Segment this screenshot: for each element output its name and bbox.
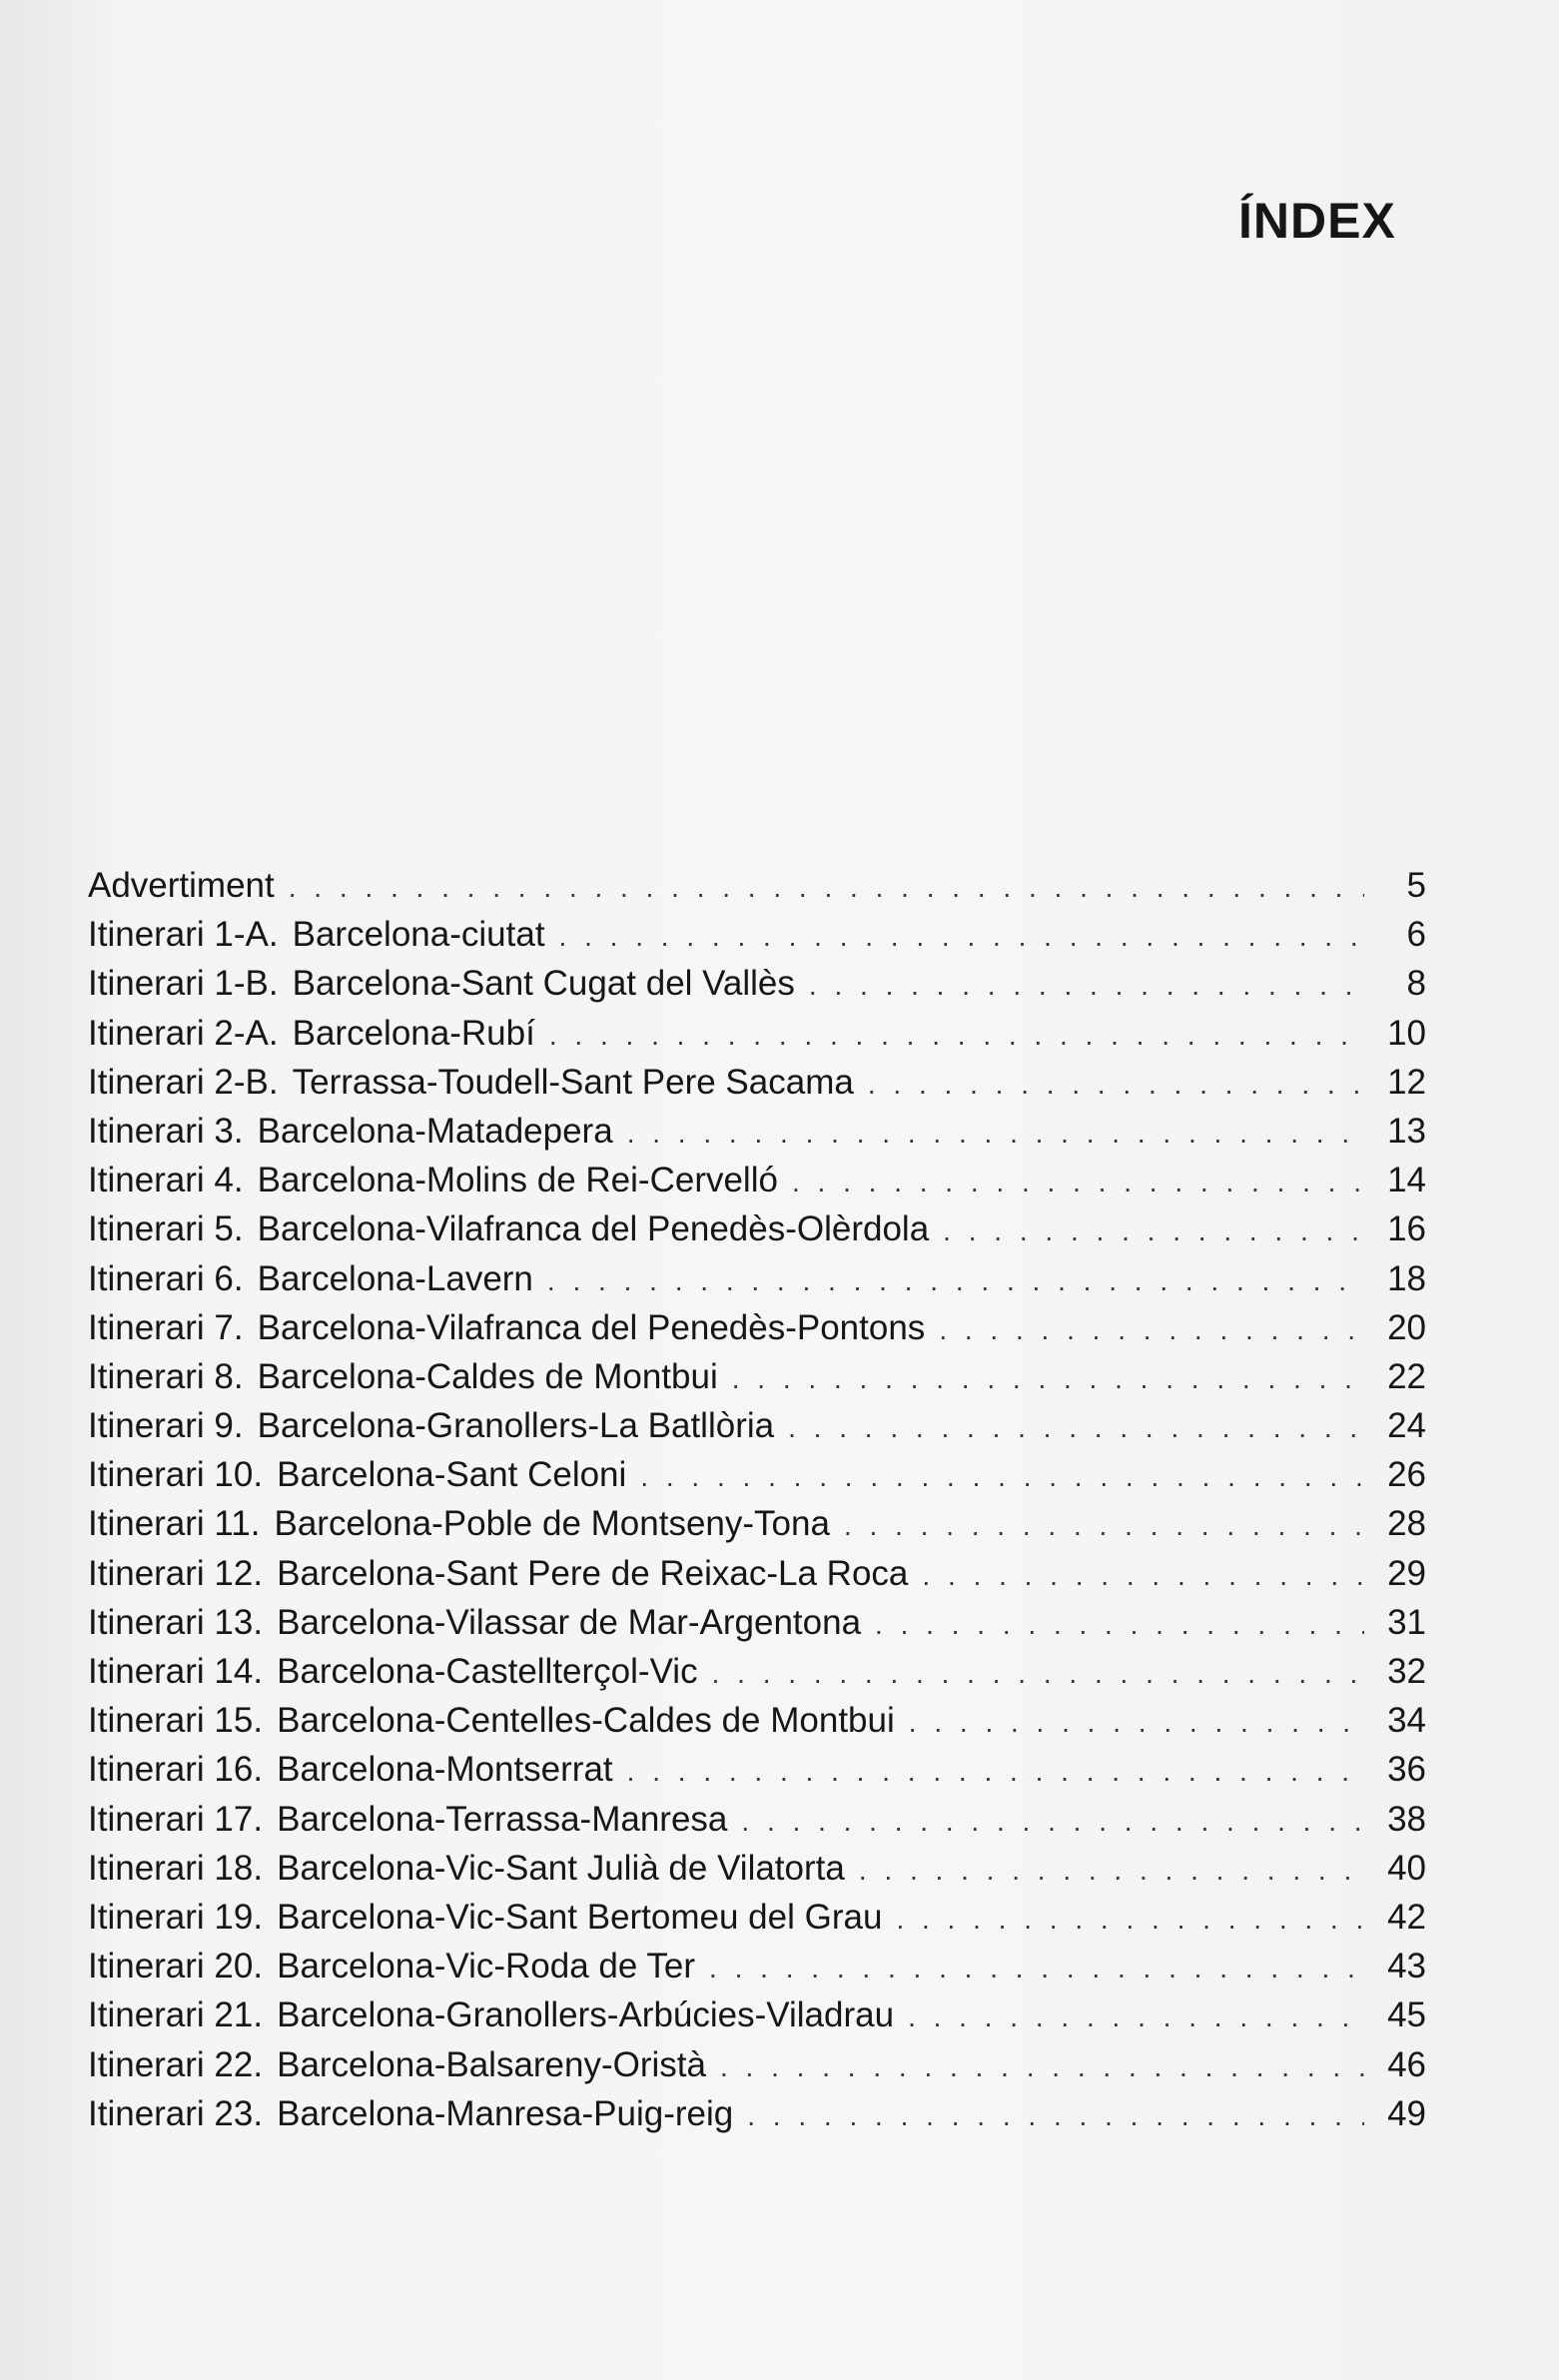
toc-entry	[88, 861, 1426, 910]
toc-entry-page-number: 6	[1406, 915, 1426, 955]
toc-entry-title: Barcelona-Terrassa-Manresa	[277, 1799, 728, 1839]
toc-entry-label: Advertiment	[88, 866, 275, 905]
toc-entry-page-number: 46	[1387, 2044, 1426, 2084]
toc-entry-label: Itinerari 23.	[88, 2093, 264, 2133]
toc-entry-title: Barcelona-Caldes de Montbui	[257, 1356, 718, 1396]
toc-entry	[88, 1942, 1426, 1990]
toc-entry-label: Itinerari 11.	[88, 1504, 261, 1544]
toc-entry-label: Itinerari 19.	[88, 1897, 264, 1937]
toc-entry-title: Barcelona-Vilafranca del Penedès-Olèrdola	[257, 1209, 930, 1249]
toc-entry-page-number: 26	[1387, 1455, 1426, 1495]
toc-entry-title: Barcelona-Molins de Rei-Cervelló	[257, 1161, 778, 1200]
toc-entry-title: Barcelona-Granollers-La Batllòria	[257, 1406, 775, 1446]
toc-entry-page-number: 5	[1406, 866, 1426, 905]
toc-entry	[88, 1990, 1426, 2039]
toc-entry	[88, 959, 1426, 1008]
toc-entry-title: Barcelona-Matadepera	[257, 1111, 613, 1151]
toc-entry	[88, 1156, 1426, 1204]
toc-entry-label: Itinerari 21.	[88, 1995, 264, 2035]
table-of-contents	[88, 861, 1426, 2138]
dot-leader	[640, 1452, 1364, 1501]
dot-leader	[859, 1846, 1364, 1895]
dot-leader	[943, 1206, 1364, 1255]
dot-leader	[788, 1403, 1364, 1452]
toc-entry-page-number: 18	[1387, 1258, 1426, 1298]
page-title: ÍNDEX	[1238, 193, 1396, 249]
dot-leader	[792, 1158, 1364, 1206]
toc-entry-label: Itinerari 4.	[88, 1161, 244, 1200]
toc-entry-title: Barcelona-Rubí	[292, 1013, 535, 1053]
toc-entry-title: Barcelona-Centelles-Caldes de Montbui	[277, 1701, 895, 1741]
toc-entry	[88, 1647, 1426, 1696]
dot-leader	[844, 1501, 1364, 1550]
toc-entry-title: Barcelona-Poble de Montseny-Tona	[274, 1504, 830, 1544]
toc-entry	[88, 1254, 1426, 1303]
dot-leader	[868, 1060, 1364, 1109]
toc-entry-title: Barcelona-ciutat	[292, 915, 545, 955]
toc-entry-title: Barcelona-Sant Pere de Reixac-La Roca	[277, 1553, 909, 1593]
toc-entry-title: Barcelona-Vic-Roda de Ter	[277, 1947, 696, 1986]
toc-entry-title: Barcelona-Vilafranca del Penedès-Pontons	[257, 1307, 926, 1347]
toc-entry	[88, 1450, 1426, 1499]
dot-leader	[547, 1256, 1364, 1305]
toc-entry	[88, 1352, 1426, 1401]
toc-entry	[88, 1009, 1426, 1058]
toc-entry-page-number: 49	[1387, 2093, 1426, 2133]
toc-entry	[88, 2089, 1426, 2138]
toc-entry-page-number: 40	[1387, 1848, 1426, 1888]
toc-entry-page-number: 42	[1387, 1897, 1426, 1937]
dot-leader	[627, 1109, 1364, 1158]
toc-entry-title: Barcelona-Lavern	[257, 1258, 533, 1298]
toc-entry-page-number: 31	[1387, 1602, 1426, 1642]
toc-entry-page-number: 28	[1387, 1504, 1426, 1544]
toc-entry	[88, 1696, 1426, 1745]
toc-entry	[88, 1107, 1426, 1156]
toc-entry-title: Barcelona-Granollers-Arbúcies-Viladrau	[277, 1995, 895, 2035]
dot-leader	[939, 1305, 1364, 1354]
toc-entry-page-number: 43	[1387, 1947, 1426, 1986]
toc-entry-page-number: 8	[1406, 964, 1426, 1004]
toc-entry	[88, 1893, 1426, 1942]
toc-entry-page-number: 12	[1387, 1062, 1426, 1102]
toc-entry	[88, 1598, 1426, 1647]
toc-entry-page-number: 14	[1387, 1161, 1426, 1200]
toc-entry-page-number: 34	[1387, 1701, 1426, 1741]
dot-leader	[289, 863, 1364, 912]
toc-entry	[88, 1499, 1426, 1548]
toc-entry-label: Itinerari 9.	[88, 1406, 244, 1446]
dot-leader	[712, 1649, 1364, 1698]
toc-entry	[88, 1058, 1426, 1107]
toc-entry-label: Itinerari 8.	[88, 1356, 244, 1396]
toc-entry-label: Itinerari 3.	[88, 1111, 244, 1151]
toc-entry-label: Itinerari 2-A.	[88, 1013, 279, 1053]
toc-entry-page-number: 38	[1387, 1799, 1426, 1839]
toc-entry-label: Itinerari 14.	[88, 1652, 264, 1691]
toc-entry-title: Barcelona-Vic-Sant Bertomeu del Grau	[277, 1897, 883, 1937]
toc-entry-page-number: 16	[1387, 1209, 1426, 1249]
toc-entry-label: Itinerari 6.	[88, 1258, 244, 1298]
toc-entry-page-number: 10	[1387, 1013, 1426, 1053]
toc-entry-title: Barcelona-Sant Celoni	[277, 1455, 627, 1495]
dot-leader	[559, 912, 1364, 961]
toc-entry-page-number: 24	[1387, 1406, 1426, 1446]
toc-entry-label: Itinerari 17.	[88, 1799, 264, 1839]
dot-leader	[908, 1992, 1364, 2041]
toc-entry	[88, 1745, 1426, 1794]
dot-leader	[809, 961, 1364, 1010]
toc-entry	[88, 910, 1426, 959]
toc-entry-label: Itinerari 1-B.	[88, 964, 279, 1004]
toc-entry-title: Barcelona-Manresa-Puig-reig	[277, 2093, 734, 2133]
toc-entry-label: Itinerari 12.	[88, 1553, 264, 1593]
dot-leader	[909, 1698, 1364, 1747]
toc-entry-page-number: 22	[1387, 1356, 1426, 1396]
toc-entry-label: Itinerari 1-A.	[88, 915, 279, 955]
toc-entry	[88, 1844, 1426, 1893]
toc-entry-label: Itinerari 7.	[88, 1307, 244, 1347]
toc-entry-title: Terrassa-Toudell-Sant Pere Sacama	[292, 1062, 854, 1102]
dot-leader	[896, 1895, 1364, 1944]
toc-entry-label: Itinerari 2-B.	[88, 1062, 279, 1102]
toc-entry	[88, 1549, 1426, 1598]
toc-entry-label: Itinerari 13.	[88, 1602, 264, 1642]
toc-entry-title: Barcelona-Vic-Sant Julià de Vilatorta	[277, 1848, 845, 1888]
toc-entry	[88, 1303, 1426, 1352]
toc-entry-label: Itinerari 18.	[88, 1848, 264, 1888]
dot-leader	[732, 1354, 1364, 1403]
dot-leader	[875, 1600, 1364, 1649]
toc-entry-title: Barcelona-Vilassar de Mar-Argentona	[277, 1602, 862, 1642]
toc-entry-label: Itinerari 22.	[88, 2044, 264, 2084]
toc-entry	[88, 1401, 1426, 1450]
toc-entry-label: Itinerari 20.	[88, 1947, 264, 1986]
toc-entry-page-number: 20	[1387, 1307, 1426, 1347]
toc-entry-label: Itinerari 5.	[88, 1209, 244, 1249]
toc-entry-title: Barcelona-Castellterçol-Vic	[277, 1652, 698, 1691]
toc-entry	[88, 1795, 1426, 1844]
dot-leader	[922, 1551, 1364, 1600]
dot-leader	[741, 1797, 1364, 1846]
toc-entry-label: Itinerari 16.	[88, 1750, 264, 1790]
toc-entry-page-number: 29	[1387, 1553, 1426, 1593]
dot-leader	[627, 1747, 1364, 1796]
dot-leader	[709, 1944, 1364, 1992]
toc-entry-title: Barcelona-Sant Cugat del Vallès	[292, 964, 795, 1004]
toc-entry	[88, 1204, 1426, 1253]
toc-entry-page-number: 45	[1387, 1995, 1426, 2035]
dot-leader	[747, 2091, 1364, 2140]
dot-leader	[720, 2042, 1364, 2091]
toc-entry-page-number: 13	[1387, 1111, 1426, 1151]
toc-entry-label: Itinerari 10.	[88, 1455, 264, 1495]
toc-entry-page-number: 32	[1387, 1652, 1426, 1691]
toc-entry	[88, 2040, 1426, 2089]
toc-entry-page-number: 36	[1387, 1750, 1426, 1790]
dot-leader	[549, 1011, 1364, 1060]
toc-entry-title: Barcelona-Montserrat	[277, 1750, 613, 1790]
toc-entry-title: Barcelona-Balsareny-Oristà	[277, 2044, 706, 2084]
toc-entry-label: Itinerari 15.	[88, 1701, 264, 1741]
